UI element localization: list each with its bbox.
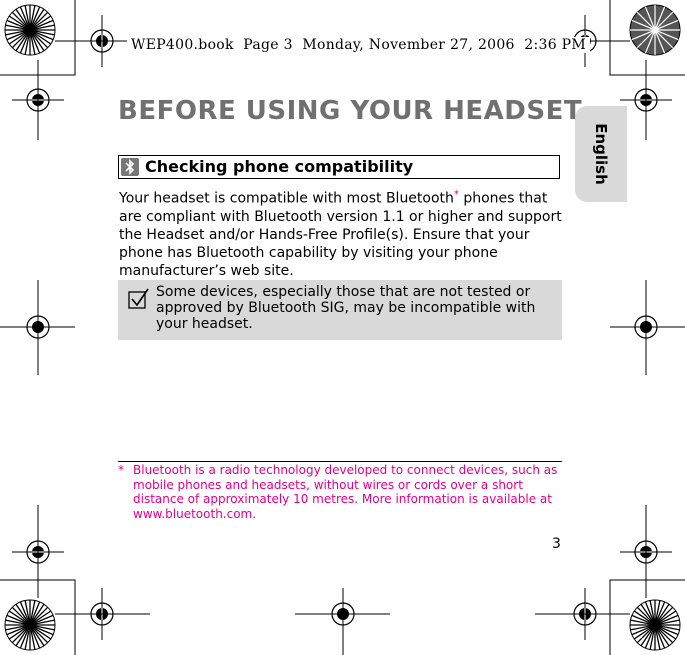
language-tab-label: English [592,123,610,185]
running-header: WEP400.book Page 3 Monday, November 27, 2006 2:36 PM [127,37,590,53]
footnote-divider [118,461,562,462]
section-heading: Checking phone compatibility [145,157,414,176]
body-text-before: Your headset is compatible with most Bluetooth [119,190,454,207]
note-box [118,280,562,340]
footnote-reference: * [453,189,459,200]
footnote-text: Bluetooth is a radio technology developed to connect devices, such as mobile phones and headsets, without wires or cords over a short distance of approximately 10 metres. More information is available at www.bluetooth.com. [133,463,558,521]
section-heading-box [118,155,560,179]
page-title: BEFORE USING YOUR HEADSET [118,96,583,126]
body-paragraph [119,186,564,281]
bluetooth-icon [121,158,139,176]
checkmark-note-icon [128,288,150,310]
language-tab [575,106,627,202]
body-text-after: phones that are compliant with Bluetooth version 1.1 or higher and support the Headset and/or Hands-Free Profile(s). Ensure that your phone has Bluetooth capability by visiting your phone manufacturer’s web site. [119,190,562,280]
footnote-mark: * [118,463,124,477]
page-number: 3 [552,536,561,552]
note-text: Some devices, especially those that are not tested or approved by Bluetooth SIG, may be incompatible with your headset. [156,284,536,332]
